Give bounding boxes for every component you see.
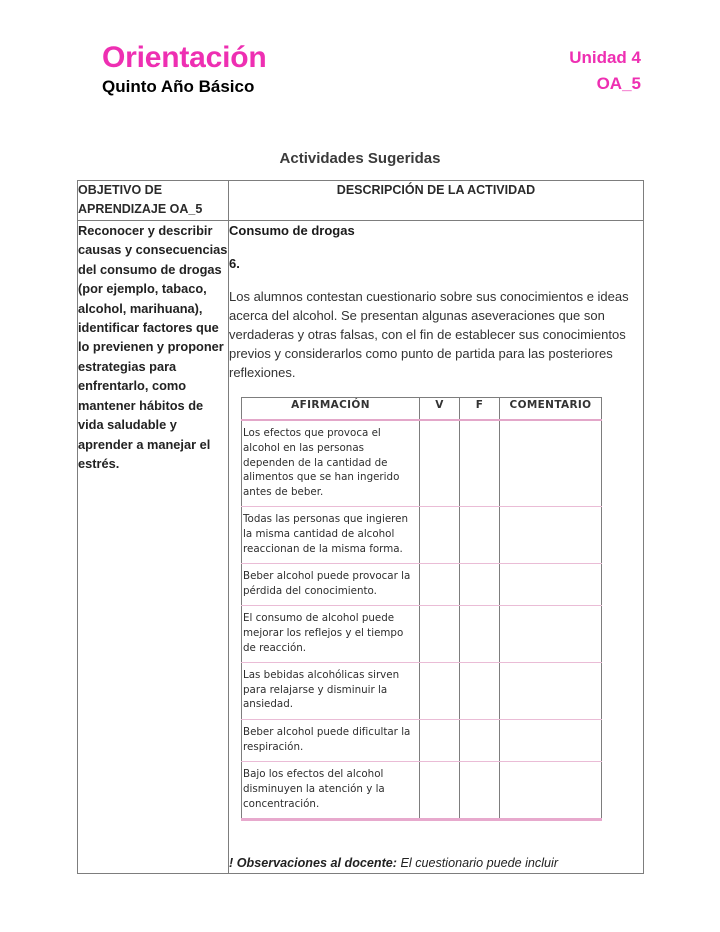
- objective-cell: Reconocer y describir causas y consecuencias del consumo de drogas (por ejemplo, tabaco, alcohol, marihuana), identificar factores que lo previenen y proponer estrategias para enfrentarlo, como mantener hábitos de vida saludable y aprender a manejar el estrés.: [78, 220, 229, 873]
- questionnaire-row: [242, 606, 602, 663]
- questionnaire-row: [242, 564, 602, 606]
- teacher-note-body: El cuestionario puede incluir: [400, 856, 559, 871]
- false-cell[interactable]: [460, 507, 500, 564]
- oa-code-label: OA_5: [596, 74, 641, 94]
- header-left-block: [77, 42, 267, 97]
- false-cell[interactable]: [460, 663, 500, 720]
- false-cell[interactable]: [460, 564, 500, 606]
- questionnaire-body: [242, 420, 602, 819]
- activity-paragraph: Los alumnos contestan cuestionario sobre sus conocimientos e ideas acerca del alcohol. Se presentan algunas aseveraciones que son verdaderas y otras falsas, con el fin de establecer sus conocimientos previos y considerarlos como punto de partida para las posteriores reflexiones.: [229, 288, 629, 380]
- questionnaire-header-row: [242, 397, 602, 420]
- comment-cell[interactable]: [500, 720, 602, 762]
- activity-number: 6.: [229, 256, 240, 272]
- true-cell[interactable]: [420, 606, 460, 663]
- questionnaire-column-v: V: [420, 397, 460, 420]
- statement-cell: Beber alcohol puede dificultar la respiración.: [242, 720, 420, 762]
- true-cell[interactable]: [420, 663, 460, 720]
- comment-cell[interactable]: [500, 507, 602, 564]
- statement-cell: El consumo de alcohol puede mejorar los reflejos y el tiempo de reacción.: [242, 606, 420, 663]
- false-cell[interactable]: [460, 606, 500, 663]
- true-cell[interactable]: [420, 720, 460, 762]
- questionnaire-row: [242, 762, 602, 820]
- questionnaire-row: [242, 720, 602, 762]
- table-header-row: [78, 181, 644, 221]
- unit-label: Unidad 4: [569, 48, 641, 67]
- questionnaire-row: [242, 420, 602, 507]
- questionnaire-row: [242, 507, 602, 564]
- questionnaire-column-f: F: [460, 397, 500, 420]
- column-header-description: DESCRIPCIÓN DE LA ACTIVIDAD: [229, 181, 644, 221]
- questionnaire-column-comentario: COMENTARIO: [500, 397, 602, 420]
- teacher-note: [229, 855, 643, 873]
- activities-table: [77, 180, 644, 874]
- column-header-objective: OBJETIVO DE APRENDIZAJE OA_5: [78, 181, 229, 221]
- true-cell[interactable]: [420, 564, 460, 606]
- grade-title: Quinto Año Básico: [102, 76, 255, 96]
- statement-cell: Los efectos que provoca el alcohol en las personas dependen de la cantidad de alimentos que se han ingerido antes de beber.: [242, 420, 420, 507]
- statement-cell: Bajo los efectos del alcohol disminuyen la atención y la concentración.: [242, 762, 420, 820]
- comment-cell[interactable]: [500, 564, 602, 606]
- questionnaire-wrapper: [241, 397, 601, 822]
- false-cell[interactable]: [460, 720, 500, 762]
- subject-title: Orientación: [102, 41, 267, 74]
- activity-heading: Consumo de drogas: [229, 222, 355, 238]
- table-row: [78, 220, 644, 873]
- false-cell[interactable]: [460, 420, 500, 507]
- true-cell[interactable]: [420, 507, 460, 564]
- false-cell[interactable]: [460, 762, 500, 820]
- statement-cell: Todas las personas que ingieren la misma cantidad de alcohol reaccionan de la misma forma.: [242, 507, 420, 564]
- document-header: [77, 42, 643, 97]
- description-cell: [229, 220, 644, 873]
- statement-cell: Las bebidas alcohólicas sirven para relajarse y disminuir la ansiedad.: [242, 663, 420, 720]
- comment-cell[interactable]: [500, 762, 602, 820]
- comment-cell[interactable]: [500, 420, 602, 507]
- section-title: Actividades Sugeridas: [279, 150, 441, 167]
- true-cell[interactable]: [420, 762, 460, 820]
- statement-cell: Beber alcohol puede provocar la pérdida del conocimiento.: [242, 564, 420, 606]
- teacher-note-exclamation: !: [229, 856, 234, 871]
- header-right-block: [569, 42, 643, 95]
- questionnaire-table: [241, 397, 602, 822]
- questionnaire-column-afirmacion: AFIRMACIÓN: [242, 397, 420, 420]
- questionnaire-row: [242, 663, 602, 720]
- comment-cell[interactable]: [500, 663, 602, 720]
- teacher-note-label: Observaciones al docente:: [236, 856, 397, 871]
- comment-cell[interactable]: [500, 606, 602, 663]
- true-cell[interactable]: [420, 420, 460, 507]
